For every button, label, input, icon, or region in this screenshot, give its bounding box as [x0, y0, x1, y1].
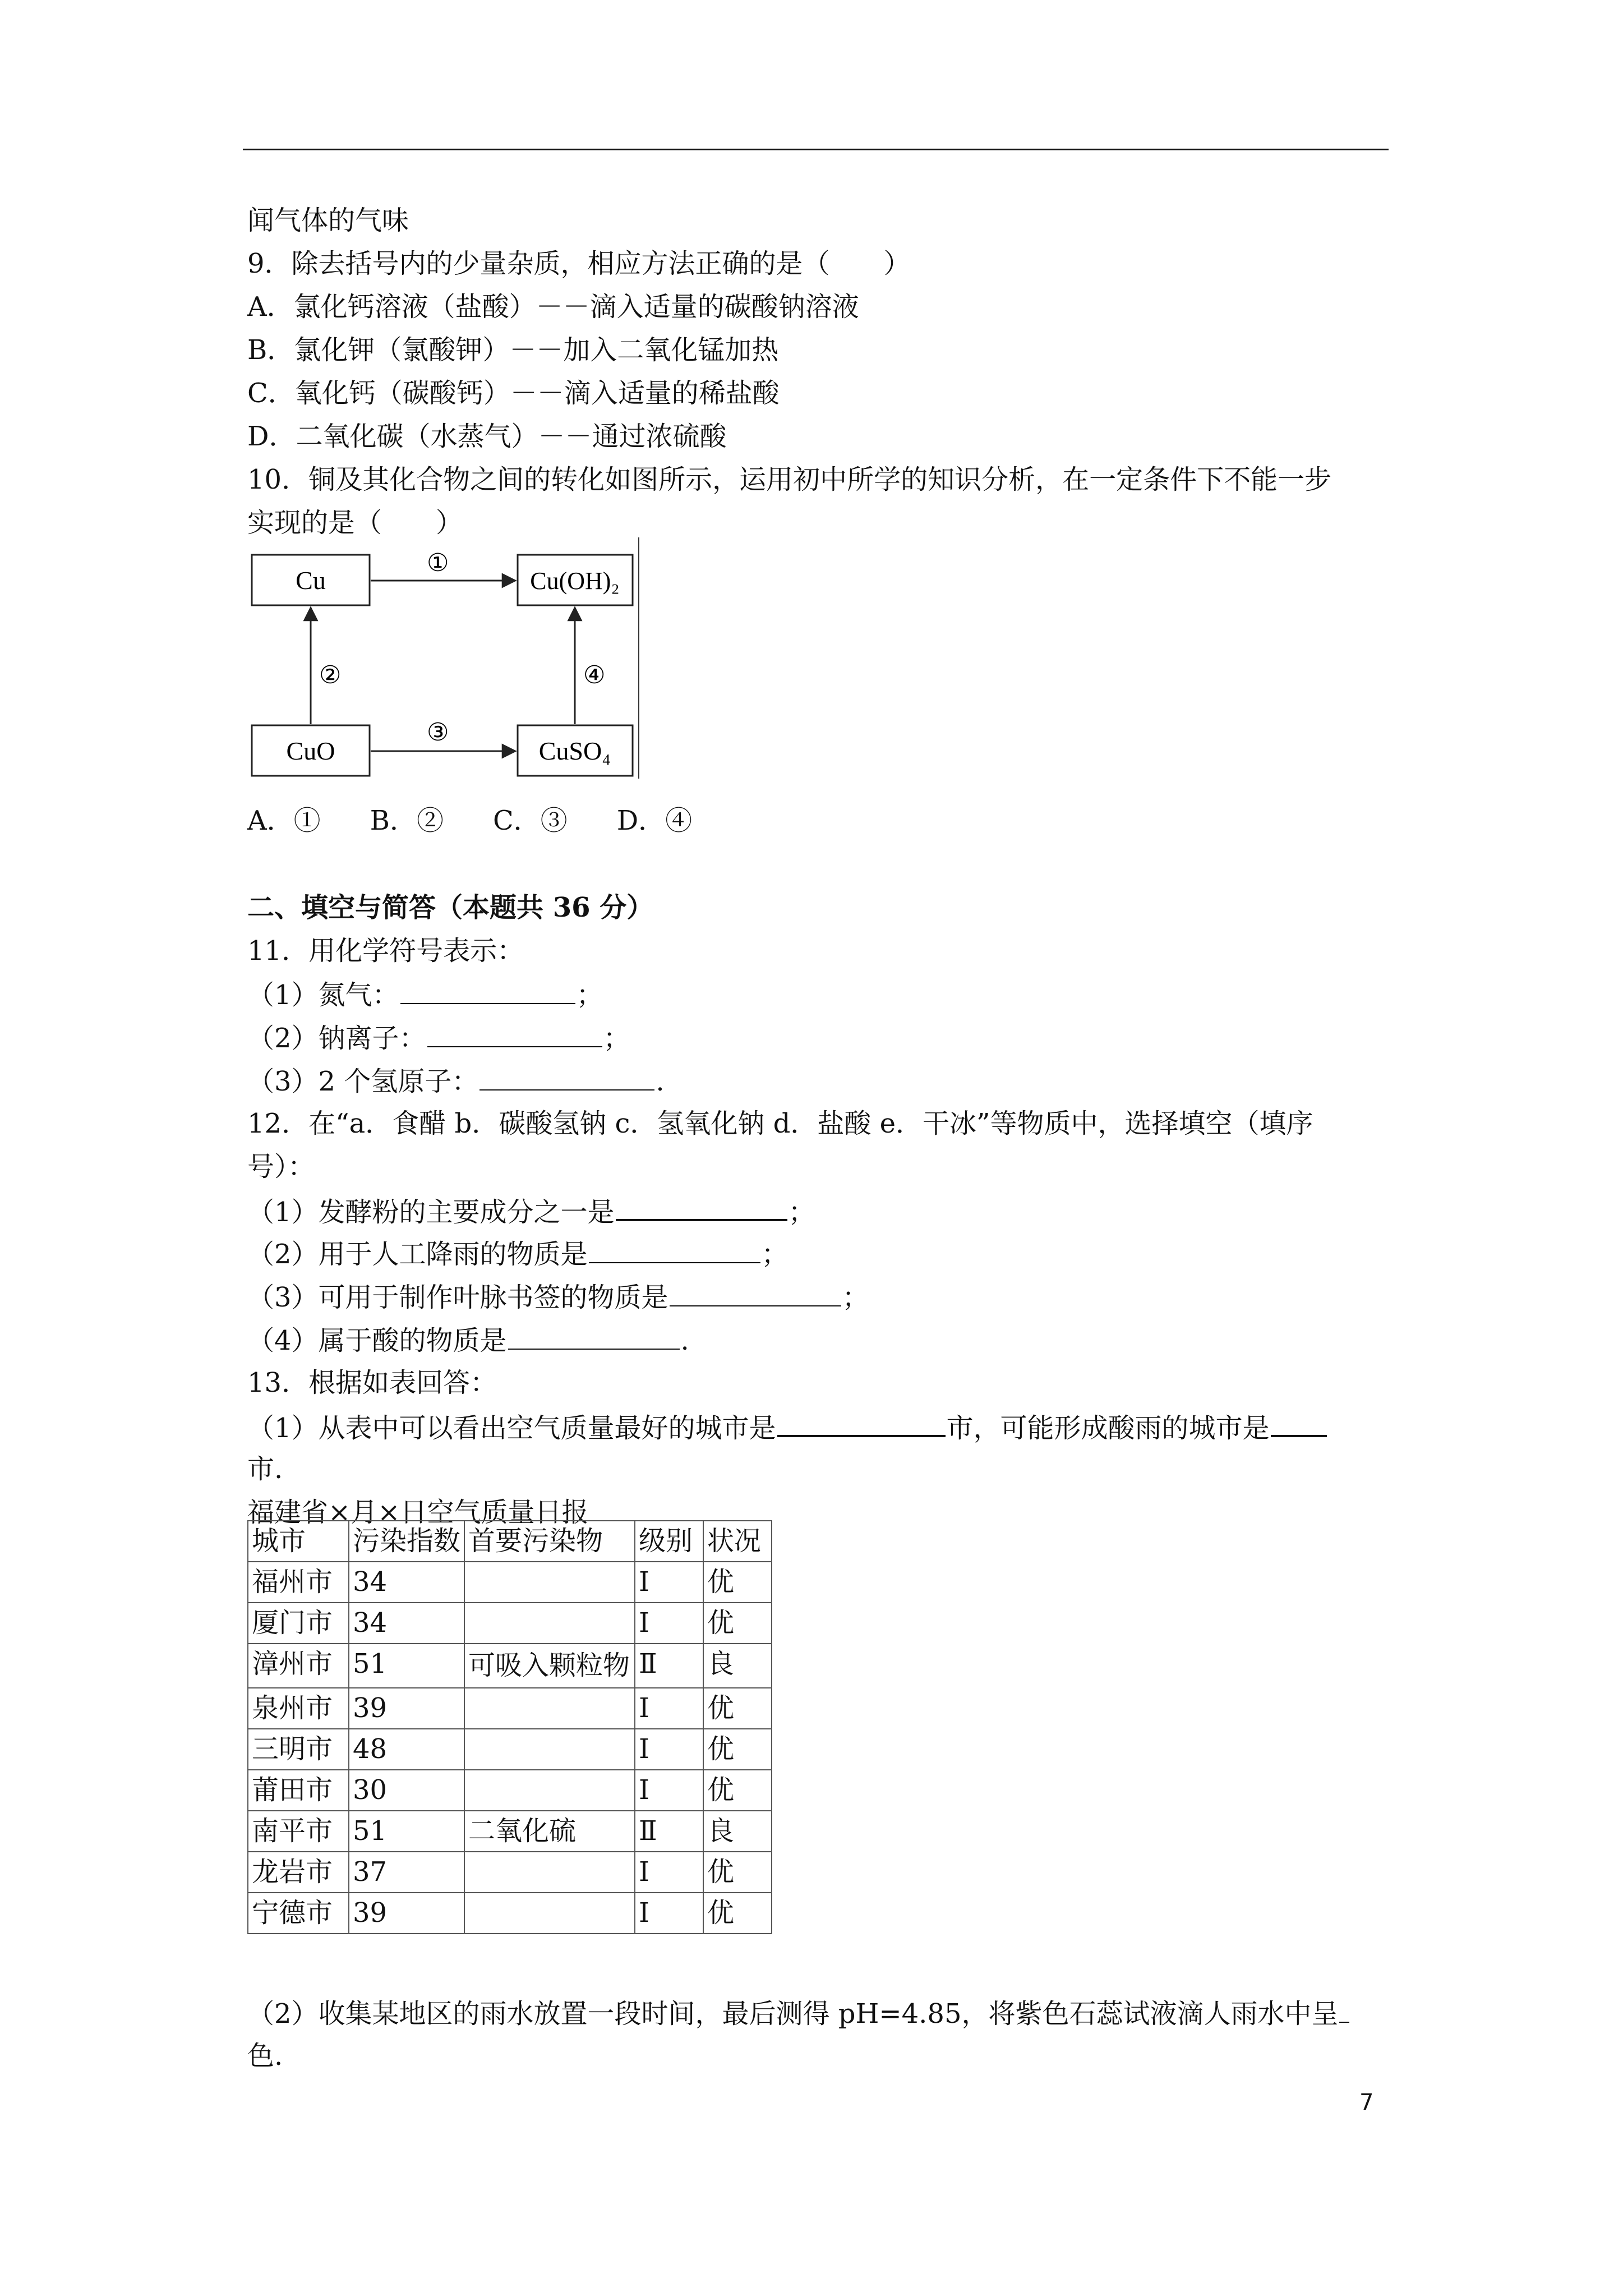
- pollutant-cell: [464, 1603, 635, 1644]
- q12-stem-line2: 号）：: [247, 1151, 315, 1182]
- answer-blank[interactable]: [479, 1059, 654, 1091]
- q13-part-1-end: 市.: [247, 1453, 283, 1485]
- header-cell: 污染指数: [349, 1521, 464, 1562]
- q12-item-1: [247, 1189, 1391, 1232]
- q12-item-3-end: ；: [842, 1282, 869, 1313]
- answer-blank[interactable]: [508, 1318, 680, 1350]
- level-cell: Ⅰ: [635, 1603, 703, 1644]
- q11-item-1-text: （1）氮气：: [247, 979, 399, 1011]
- q10-stem-line2: 实现的是（ ）: [247, 507, 463, 539]
- q13-part-1-mid: 市，可能形成酸雨的城市是: [946, 1412, 1270, 1444]
- q13-stem: 13．根据如表回答：: [247, 1367, 497, 1398]
- pollutant-cell: [464, 1893, 635, 1934]
- q9-option-c: C．氧化钙（碳酸钙）－－滴入适量的稀盐酸: [247, 378, 780, 409]
- city-cell: 漳州市: [248, 1644, 349, 1688]
- city-cell: 泉州市: [248, 1688, 349, 1729]
- city-cell: 莆田市: [248, 1770, 349, 1811]
- header-rule: [243, 149, 1389, 150]
- level-cell: Ⅰ: [635, 1893, 703, 1934]
- q13-part-1-text: （1）从表中可以看出空气质量最好的城市是: [247, 1412, 776, 1444]
- q9-option-b: B．氯化钾（氯酸钾）－－加入二氧化锰加热: [247, 334, 779, 366]
- answer-blank[interactable]: [777, 1405, 946, 1437]
- level-cell: Ⅰ: [635, 1688, 703, 1729]
- node-cuo-label: CuO: [286, 737, 335, 765]
- index-cell: 34: [349, 1603, 464, 1644]
- answer-blank[interactable]: [616, 1189, 787, 1221]
- table-caption: 福建省×月×日空气质量日报: [247, 1497, 589, 1528]
- table-row: [248, 1852, 772, 1893]
- arrow-4-label: ④: [583, 661, 606, 689]
- copper-conversion-diagram: [247, 533, 640, 780]
- pollutant-cell: [464, 1729, 635, 1770]
- index-cell: 30: [349, 1770, 464, 1811]
- status-cell: 优: [703, 1729, 772, 1770]
- level-cell: Ⅰ: [635, 1562, 703, 1603]
- q9-option-d: D．二氧化碳（水蒸气）－－通过浓硫酸: [247, 421, 727, 452]
- index-cell: 51: [349, 1811, 464, 1852]
- q13-part-1: [247, 1405, 1391, 1448]
- question-9-block: [247, 199, 1391, 545]
- level-cell: Ⅱ: [635, 1811, 703, 1852]
- city-cell: 福州市: [248, 1562, 349, 1603]
- q11-item-1-end: ；: [576, 979, 603, 1011]
- table-row: [248, 1603, 772, 1644]
- q11-stem: 11．用化学符号表示：: [247, 935, 524, 967]
- index-cell: 48: [349, 1729, 464, 1770]
- table-row: [248, 1770, 772, 1811]
- header-cell: 级别: [635, 1521, 703, 1562]
- q11-item-1: [247, 973, 1391, 1016]
- answer-blank[interactable]: [1339, 1991, 1349, 2023]
- status-cell: 优: [703, 1770, 772, 1811]
- status-cell: 优: [703, 1852, 772, 1893]
- q12-item-2-text: （2）用于人工降雨的物质是: [247, 1239, 588, 1270]
- q12-item-4-end: .: [680, 1325, 689, 1356]
- q11-item-2: [247, 1016, 1391, 1059]
- status-cell: 良: [703, 1811, 772, 1852]
- q12-stem-line1: 12．在“a．食醋 b．碳酸氢钠 c．氢氧化钠 d．盐酸 e．干冰”等物质中，选择填空（填序: [247, 1108, 1313, 1139]
- table-row: [248, 1688, 772, 1729]
- arrow-1-label: ①: [427, 549, 449, 577]
- q13-part-2-block: [247, 1991, 1391, 2078]
- pollutant-cell: [464, 1770, 635, 1811]
- level-cell: Ⅰ: [635, 1729, 703, 1770]
- level-cell: Ⅰ: [635, 1852, 703, 1893]
- table-row: [248, 1893, 772, 1934]
- page-number: 7: [1359, 2090, 1374, 2115]
- index-cell: 51: [349, 1644, 464, 1688]
- pollutant-cell: 可吸入颗粒物: [464, 1644, 635, 1688]
- status-cell: 优: [703, 1603, 772, 1644]
- level-cell: Ⅱ: [635, 1644, 703, 1688]
- q12-item-4-text: （4）属于酸的物质是: [247, 1325, 507, 1356]
- pollutant-cell: [464, 1852, 635, 1893]
- q12-item-2-end: ；: [761, 1239, 789, 1270]
- node-cuso4-label: CuSO₄: [538, 737, 611, 765]
- header-cell: 城市: [248, 1521, 349, 1562]
- index-cell: 39: [349, 1893, 464, 1934]
- q10-option-d: D．④: [616, 805, 693, 836]
- q9-stem: 9．除去括号内的少量杂质，相应方法正确的是（ ）: [247, 248, 911, 279]
- q11-item-3-text: （3）2 个氢原子：: [247, 1066, 479, 1097]
- q11-item-3-end: .: [656, 1066, 665, 1097]
- q10-stem-line1: 10．铜及其化合物之间的转化如图所示，运用初中所学的知识分析，在一定条件下不能一步: [247, 464, 1332, 495]
- index-cell: 34: [349, 1562, 464, 1603]
- status-cell: 优: [703, 1688, 772, 1729]
- status-cell: 良: [703, 1644, 772, 1688]
- continued-text: 闻气体的气味: [247, 205, 409, 236]
- q10-options-block: [247, 799, 1391, 843]
- level-cell: Ⅰ: [635, 1770, 703, 1811]
- arrow-2-label: ②: [319, 661, 342, 689]
- table-row: [248, 1562, 772, 1603]
- status-cell: 优: [703, 1562, 772, 1603]
- q10-option-b: B．②: [370, 805, 444, 836]
- answer-blank[interactable]: [589, 1232, 760, 1263]
- q10-option-a: A．①: [247, 805, 321, 836]
- city-cell: 南平市: [248, 1811, 349, 1852]
- node-cuoh2-label: Cu(OH)₂: [530, 567, 620, 595]
- index-cell: 39: [349, 1688, 464, 1729]
- arrow-3-label: ③: [427, 718, 449, 747]
- section-2-block: [247, 886, 1391, 1534]
- q12-item-1-end: ；: [788, 1197, 815, 1228]
- q12-item-3-text: （3）可用于制作叶脉书签的物质是: [247, 1282, 668, 1313]
- table-header-row: [248, 1521, 772, 1562]
- q12-item-4: [247, 1318, 1391, 1361]
- city-cell: 厦门市: [248, 1603, 349, 1644]
- air-quality-table: [247, 1520, 772, 1934]
- q11-item-2-end: ；: [603, 1023, 630, 1054]
- answer-blank[interactable]: [427, 1016, 602, 1047]
- node-cu-label: Cu: [296, 566, 326, 595]
- table-row: [248, 1644, 772, 1688]
- pollutant-cell: [464, 1688, 635, 1729]
- pollutant-cell: 二氧化硫: [464, 1811, 635, 1852]
- city-cell: 三明市: [248, 1729, 349, 1770]
- q13-part-2-line2: 色.: [247, 2040, 283, 2072]
- q12-item-3: [247, 1275, 1391, 1318]
- q10-options: [247, 799, 1391, 843]
- city-cell: 龙岩市: [248, 1852, 349, 1893]
- header-cell: 首要污染物: [464, 1521, 635, 1562]
- header-cell: 状况: [703, 1521, 772, 1562]
- q9-option-a: A．氯化钙溶液（盐酸）－－滴入适量的碳酸钠溶液: [247, 291, 859, 323]
- status-cell: 优: [703, 1893, 772, 1934]
- pollutant-cell: [464, 1562, 635, 1603]
- q12-item-1-text: （1）发酵粉的主要成分之一是: [247, 1197, 615, 1228]
- table-row: [248, 1729, 772, 1770]
- q13-part-2-text: （2）收集某地区的雨水放置一段时间，最后测得 pH=4.85，将紫色石蕊试液滴人雨水中呈: [247, 1998, 1339, 2030]
- q11-item-2-text: （2）钠离子：: [247, 1023, 426, 1054]
- answer-blank[interactable]: [670, 1275, 841, 1306]
- index-cell: 37: [349, 1852, 464, 1893]
- q12-item-2: [247, 1232, 1391, 1275]
- q13-part-2-line1: [247, 1991, 1391, 2035]
- section-2-heading: 二、填空与简答（本题共 36 分）: [247, 892, 654, 923]
- table-row: [248, 1811, 772, 1852]
- city-cell: 宁德市: [248, 1893, 349, 1934]
- answer-blank[interactable]: [400, 973, 575, 1004]
- answer-blank[interactable]: [1271, 1405, 1327, 1437]
- q10-option-c: C．③: [492, 805, 568, 836]
- q11-item-3: [247, 1059, 1391, 1102]
